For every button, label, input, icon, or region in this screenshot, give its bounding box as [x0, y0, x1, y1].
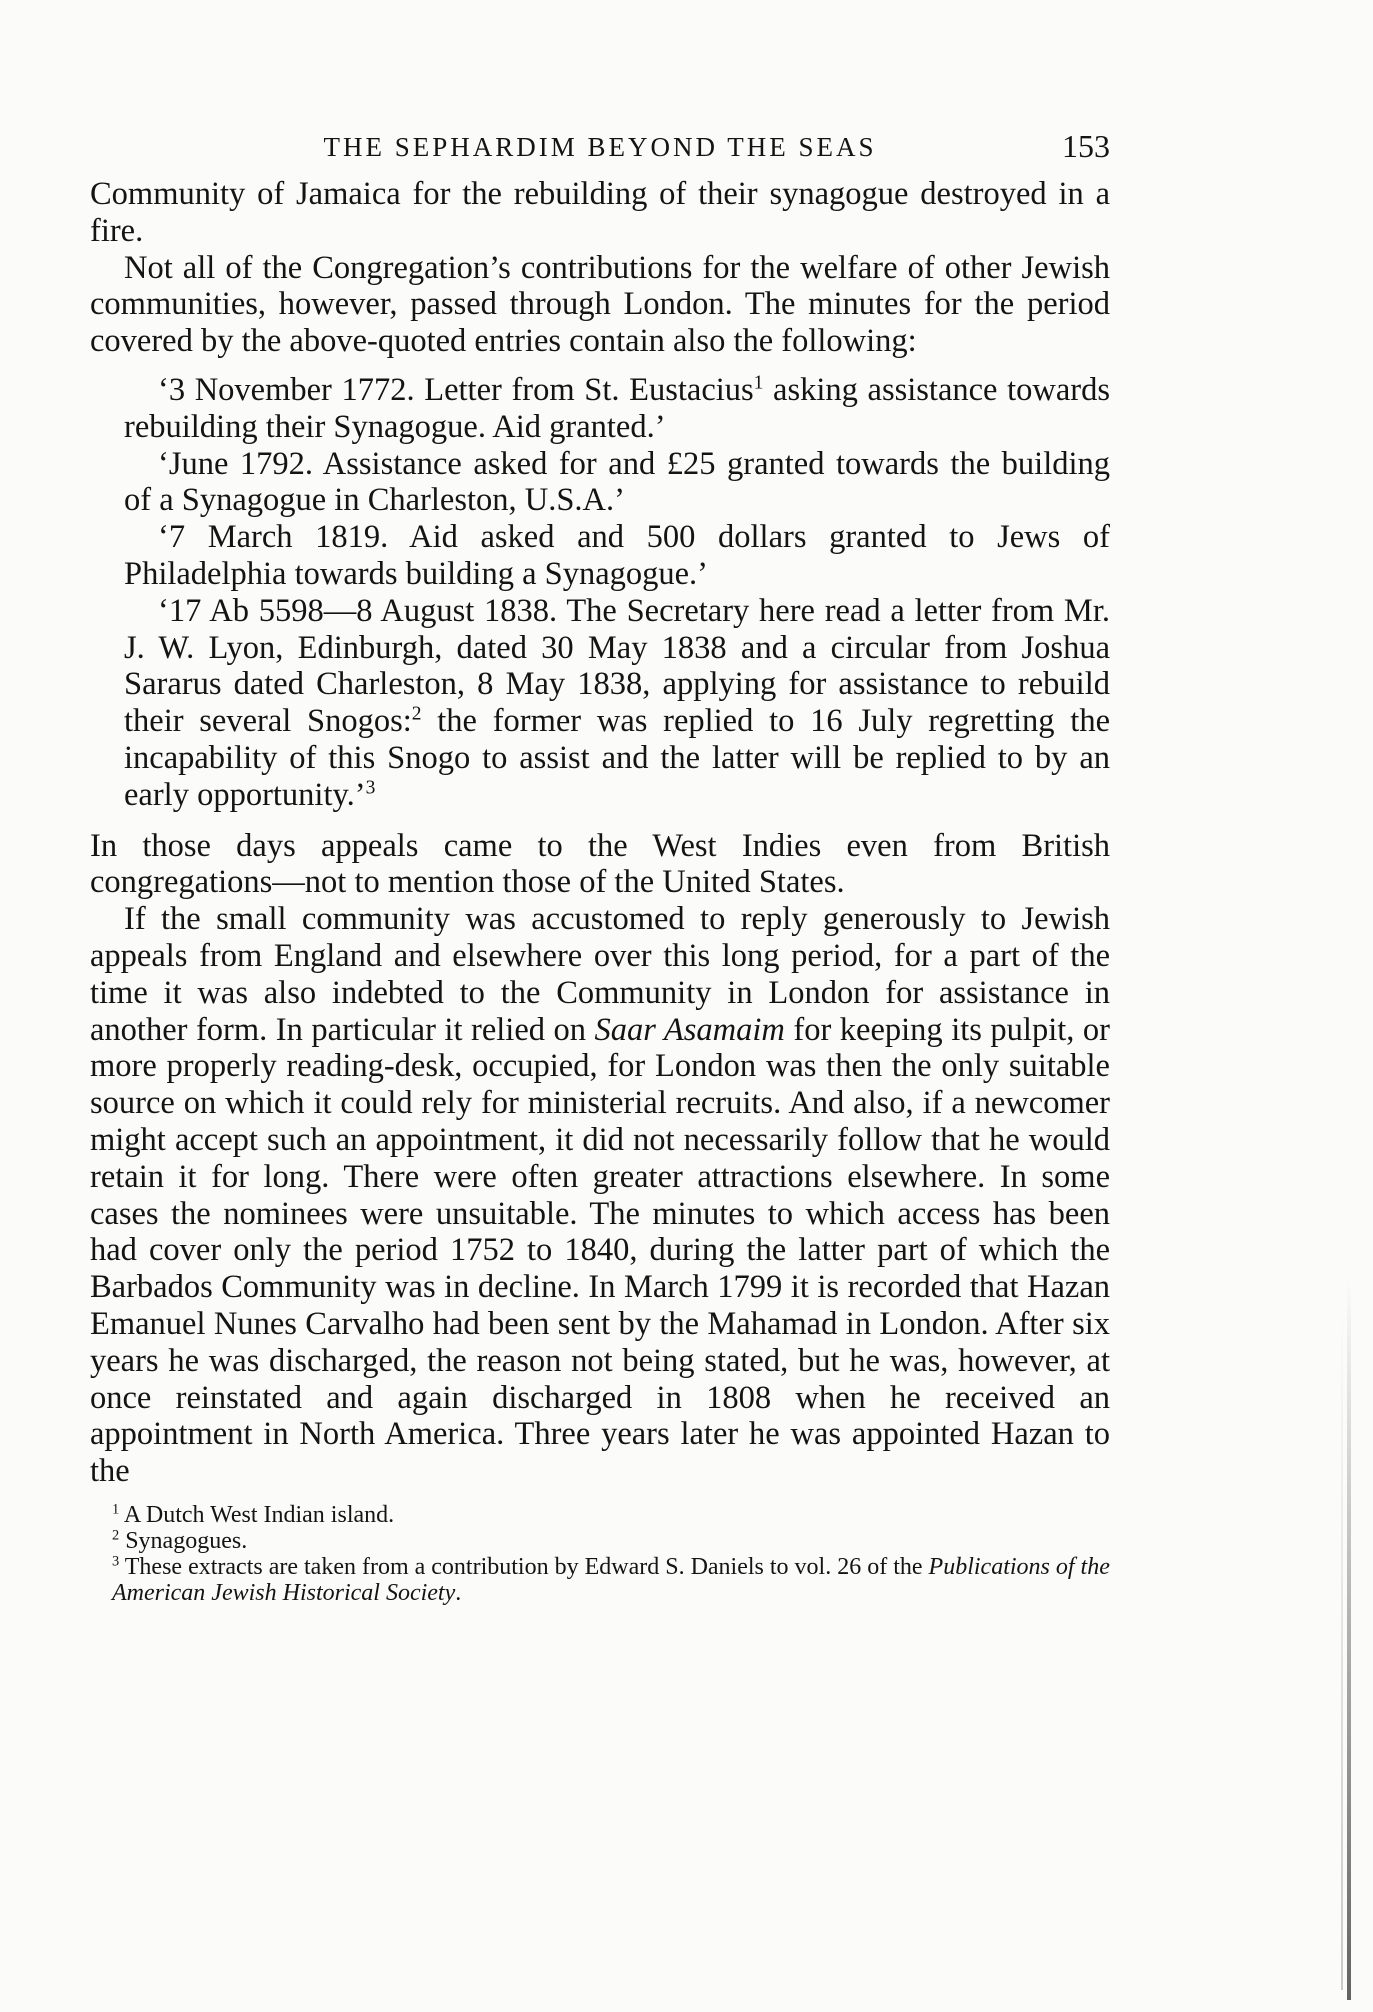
- page-header: [90, 128, 1110, 172]
- scan-edge-line: [1341, 1310, 1343, 1990]
- paragraph-community: [90, 901, 1110, 1490]
- footnote-text: Synagogues.: [119, 1527, 248, 1554]
- quote-1792: ‘June 1792. Assistance asked for and £25 granted towards the building of a Synagogue in Charleston, U.S.A.’: [124, 445, 1110, 519]
- quote-1819: ‘7 March 1819. Aid asked and 500 dollars granted to Jews of Philadelphia towards building a Synagogue.’: [124, 519, 1110, 592]
- footnote-2: [90, 1528, 1110, 1554]
- quote-1772: [124, 372, 1110, 446]
- footnote-mark: 2: [112, 1527, 120, 1544]
- quote-1838: [124, 593, 1110, 814]
- quoted-minutes: [124, 372, 1110, 814]
- quote-text: ‘3 November 1772. Letter from St. Eustacius: [158, 371, 754, 408]
- footnote-ref: 3: [365, 777, 376, 799]
- footnote-text: These extracts are taken from a contribution by Edward S. Daniels to vol. 26 of the: [119, 1553, 929, 1580]
- book-page: [90, 128, 1110, 1606]
- body-text: [90, 176, 1110, 1490]
- paragraph-appeals: In those days appeals came to the West Indies even from British congregations—not to mention those of the United States.: [90, 827, 1110, 901]
- footnote-text: A Dutch West Indian island.: [119, 1501, 395, 1528]
- running-head: THE SEPHARDIM BEYOND THE SEAS: [323, 132, 877, 162]
- paragraph-continuation: Community of Jamaica for the rebuilding of their synagogue destroyed in a fire.: [90, 176, 1110, 249]
- paragraph-contributions: Not all of the Congregation’s contributions for the welfare of other Jewish communities, however, passed through London. The minutes for the period covered by the above-quoted entries contain also the following:: [90, 249, 1110, 360]
- paragraph-text: for keeping its pulpit, or more properly reading-desk, occupied, for London was then the only suitable source on which it could rely for ministerial recruits. And also, if a newcomer might accept such an appointment, it did not necessarily follow that he would retain it for long. There were often greater attractions elsewhere. In some cases the nominees were unsuitable. The minutes to which access has been had cover only the period 1752 to 1840, during the latter part of which the Barbados Community was in decline. In March 1799 it is recorded that Hazan Emanuel Nunes Carvalho had been sent by the Mahamad in London. After six years he was discharged, the reason not being stated, but he was, however, at once reinstated and again discharged in 1808 when he received an appointment in North America. Three years later he was appointed Hazan to the: [90, 1011, 1110, 1490]
- quote-text: asking assistance towards rebuilding their Synagogue. Aid granted.’: [124, 371, 1110, 445]
- footnote-ref: 1: [753, 372, 764, 394]
- page-number: 153: [1062, 128, 1110, 164]
- quote-text: the former was replied to 16 July regretting the incapability of this Snogo to assist and the latter will be replied to by an early opportunity.’: [124, 703, 1110, 813]
- footnotes: [90, 1502, 1110, 1606]
- footnote-mark: 1: [112, 1501, 120, 1518]
- publication-title: Publications of the American Jewish Historical Society: [112, 1553, 1110, 1606]
- paragraph-text: If the small community was accustomed to reply generously to Jewish appeals from England and elsewhere over this long period, for a part of the time it was also indebted to the Community in London for assistance in another form. In particular it relied on: [90, 901, 1110, 1048]
- footnote-mark: 3: [112, 1553, 120, 1570]
- footnote-ref: 2: [411, 703, 422, 725]
- italic-name: Saar Asamaim: [594, 1011, 785, 1048]
- footnote-1: [90, 1502, 1110, 1528]
- footnote-3: [90, 1554, 1110, 1606]
- quote-text: ‘17 Ab 5598—8 August 1838. The Secretary here read a letter from Mr. J. W. Lyon, Edinburgh, dated 30 May 1838 and a circular from Joshua Sararus dated Charleston, 8 May 1838, applying for assistance to rebuild their several Snogos:: [124, 592, 1110, 740]
- footnote-text: .: [455, 1579, 462, 1606]
- scan-edge-shadow: [1347, 1280, 1351, 2000]
